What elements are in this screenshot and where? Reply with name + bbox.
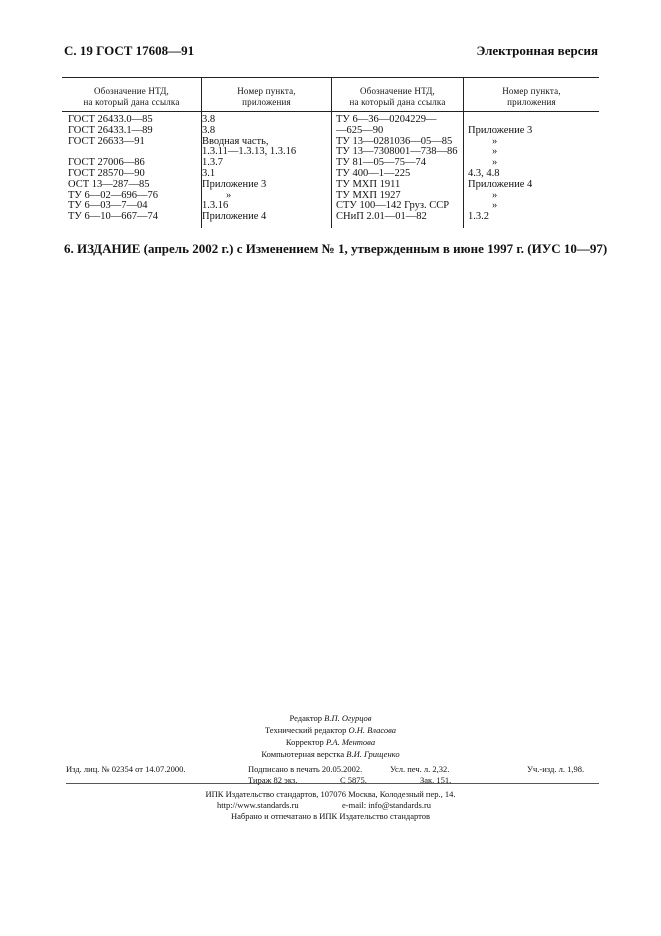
table-cell-doc: ТУ 81—05—75—74 bbox=[336, 157, 426, 169]
table-header-rule bbox=[62, 111, 599, 112]
table-cell-doc: ГОСТ 26433.0—85 bbox=[68, 114, 153, 125]
publisher-email-link[interactable]: e-mail: info@standards.ru bbox=[342, 800, 432, 810]
table-cell-item: » bbox=[492, 146, 498, 158]
publisher-printed-note: Набрано и отпечатано в ИПК Издательство стандартов bbox=[230, 811, 431, 821]
right-doc-column bbox=[336, 115, 457, 223]
imprint-circulation: Тираж 82 экз. bbox=[248, 775, 298, 785]
table-cell-doc: ГОСТ 27006—86 bbox=[68, 157, 145, 169]
table-cell-item: 4.3, 4.8 bbox=[468, 167, 500, 179]
credit-editor bbox=[0, 712, 661, 724]
table-cell-item: » bbox=[492, 189, 498, 201]
th-line: на который дана ссылка bbox=[349, 97, 446, 107]
imprint-print-sheets: Усл. печ. л. 2,32. bbox=[390, 764, 450, 774]
credit-layout bbox=[0, 748, 661, 760]
th-line: приложения bbox=[507, 97, 556, 107]
table-cell-item: » bbox=[492, 157, 498, 169]
table-cell-doc: ТУ МХП 1927 bbox=[336, 189, 401, 201]
credit-name: В.П. Огурцов bbox=[324, 713, 372, 723]
table-cell-doc: ТУ 6—36—0204229— bbox=[336, 114, 437, 125]
table-cell-doc: ТУ 6—10—667—74 bbox=[68, 211, 158, 223]
publisher-site-link[interactable]: http://www.standards.ru bbox=[217, 800, 299, 810]
table-cell-item: 3.8 bbox=[202, 124, 216, 136]
imprint-signed: Подписано в печать 20.05.2002. bbox=[248, 764, 363, 774]
table-cell-item: 3.1 bbox=[202, 167, 216, 179]
table-cell-item: » bbox=[492, 200, 498, 212]
table-cell-item: 3.8 bbox=[202, 114, 216, 125]
imprint-pub-sheets: Уч.-изд. л. 1,98. bbox=[527, 764, 585, 774]
credit-name: О.Н. Власова bbox=[348, 725, 397, 735]
table-cell-doc: СНиП 2.01—01—82 bbox=[336, 211, 427, 223]
page-header-left: С. 19 ГОСТ 17608—91 bbox=[64, 43, 195, 58]
credit-tech-editor bbox=[0, 724, 661, 736]
credit-name: В.И. Грищенко bbox=[346, 749, 400, 759]
table-cell-doc: —625—90 bbox=[336, 124, 384, 136]
th-line: Номер пункта, bbox=[502, 86, 561, 96]
imprint-license: Изд. лиц. № 02354 от 14.07.2000. bbox=[66, 764, 186, 774]
th-line: на который дана ссылка bbox=[83, 97, 180, 107]
imprint-order: Зак. 151. bbox=[420, 775, 452, 785]
table-cell-item: 1.3.2 bbox=[468, 211, 489, 223]
credit-role: Редактор bbox=[289, 713, 322, 723]
credit-corrector bbox=[0, 736, 661, 748]
table-cell-item: 1.3.7 bbox=[202, 157, 223, 169]
table-cell-item: » bbox=[226, 189, 232, 201]
table-cell-doc: ТУ 6—02—696—76 bbox=[68, 189, 158, 201]
credit-role: Корректор bbox=[285, 737, 324, 747]
right-item-column bbox=[468, 115, 532, 223]
publisher-address: ИПК Издательство стандартов, 107076 Москва, Колодезный пер., 14. bbox=[205, 789, 456, 799]
table-cell-doc: ТУ 13—7308001—738—86 bbox=[336, 146, 458, 158]
table-cell-item: 1.3.11—1.3.13, 1.3.16 bbox=[202, 146, 297, 158]
imprint-order-c: С 5875. bbox=[340, 775, 367, 785]
left-item-column bbox=[202, 115, 296, 223]
table-cell-doc: ОСТ 13—287—85 bbox=[68, 178, 150, 190]
footer-rule bbox=[66, 783, 599, 784]
table-cell-doc: ГОСТ 26433.1—89 bbox=[68, 124, 153, 136]
left-doc-column bbox=[68, 115, 158, 223]
table-cell-doc: ТУ МХП 1911 bbox=[336, 178, 401, 190]
table-header-cell bbox=[464, 86, 599, 108]
page-header-right: Электронная версия bbox=[476, 43, 598, 58]
table-cell-item: Приложение 4 bbox=[468, 178, 533, 190]
table-cell-doc: ГОСТ 26633—91 bbox=[68, 135, 145, 147]
table-cell-doc: ТУ 13—0281036—05—85 bbox=[336, 135, 453, 147]
table-cell-item: 1.3.16 bbox=[202, 200, 229, 212]
th-line: Обозначение НТД, bbox=[359, 86, 435, 96]
credit-role: Технический редактор bbox=[264, 725, 347, 735]
table-cell-doc: СТУ 100—142 Груз. ССР bbox=[336, 200, 450, 212]
table-cell-item: » bbox=[492, 135, 498, 147]
credit-name: Р.А. Ментова bbox=[325, 737, 376, 747]
table-cell-item: Приложение 3 bbox=[202, 178, 267, 190]
table-header-cell bbox=[202, 86, 331, 108]
table-cell-item: Приложение 3 bbox=[468, 124, 533, 136]
th-line: Обозначение НТД, bbox=[93, 86, 169, 96]
table-cell-item: Вводная часть, bbox=[202, 135, 269, 147]
table-cell-item: Приложение 4 bbox=[202, 211, 267, 223]
table-cell-doc: ТУ 6—03—7—04 bbox=[68, 200, 148, 212]
table-header-cell bbox=[332, 86, 463, 108]
table-cell-doc: ТУ 400—1—225 bbox=[336, 167, 411, 179]
th-line: Номер пункта, bbox=[237, 86, 296, 96]
th-line: приложения bbox=[242, 97, 291, 107]
credits-block bbox=[0, 712, 661, 760]
edition-note: 6. ИЗДАНИЕ (апрель 2002 г.) с Изменением № 1, утвержденным в июне 1997 г. (ИУС 10—97) bbox=[64, 241, 608, 256]
table-header-cell bbox=[62, 86, 201, 108]
table-cell-doc: ГОСТ 28570—90 bbox=[68, 167, 145, 179]
credit-role: Компьютерная верстка bbox=[261, 749, 345, 759]
